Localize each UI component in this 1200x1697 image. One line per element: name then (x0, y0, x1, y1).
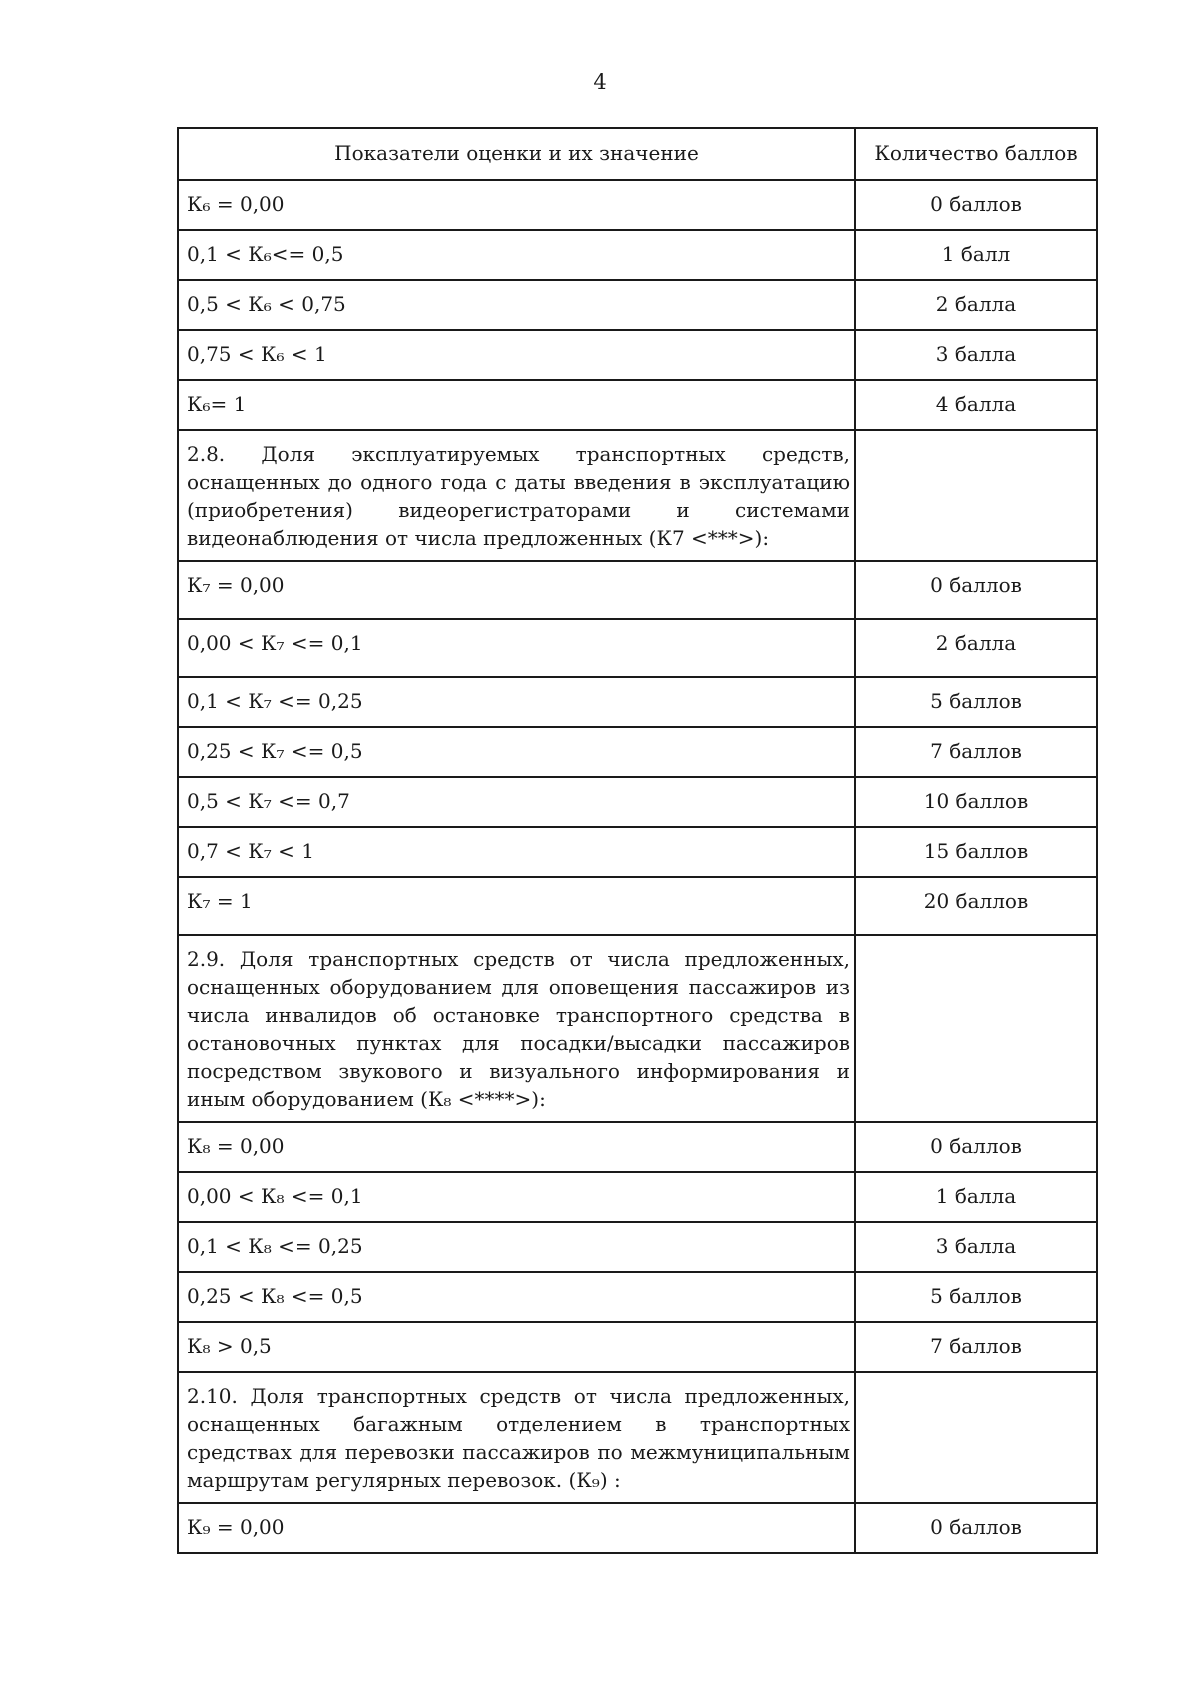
page-number: 4 (593, 70, 607, 94)
empty-points-cell (855, 935, 1097, 1122)
condition-cell: К₆ = 0,00 (178, 180, 855, 230)
condition-cell: 0,25 < К₈ <= 0,5 (178, 1272, 855, 1322)
points-cell: 2 балла (855, 619, 1097, 677)
condition-cell: К₇ = 1 (178, 877, 855, 935)
table-row (178, 1503, 1097, 1553)
condition-cell: 0,1 < К₇ <= 0,25 (178, 677, 855, 727)
points-column-header: Количество баллов (855, 128, 1097, 180)
condition-cell: 0,5 < К₇ <= 0,7 (178, 777, 855, 827)
points-cell: 0 баллов (855, 1122, 1097, 1172)
table-row (178, 1122, 1097, 1172)
scoring-table (177, 127, 1098, 1554)
table-row (178, 561, 1097, 619)
condition-cell: 0,25 < К₇ <= 0,5 (178, 727, 855, 777)
condition-cell: 0,1 < К₈ <= 0,25 (178, 1222, 855, 1272)
points-cell: 5 баллов (855, 677, 1097, 727)
table-row (178, 1222, 1097, 1272)
points-cell: 0 баллов (855, 1503, 1097, 1553)
section-description-2-10: 2.10. Доля транспортных средств от числа предложенных, оснащенных багажным отделением в транспортных средствах для перевозки пассажиров по межмуниципальным маршрутам регулярных перевозок. (К₉) : (178, 1372, 855, 1503)
points-cell: 4 балла (855, 380, 1097, 430)
condition-cell: К₉ = 0,00 (178, 1503, 855, 1553)
table-row (178, 280, 1097, 330)
table-header-row (178, 128, 1097, 180)
table-row (178, 1322, 1097, 1372)
condition-cell: К₇ = 0,00 (178, 561, 855, 619)
condition-cell: К₈ = 0,00 (178, 1122, 855, 1172)
points-cell: 2 балла (855, 280, 1097, 330)
table-row (178, 180, 1097, 230)
table-row (178, 1272, 1097, 1322)
empty-points-cell (855, 430, 1097, 561)
points-cell: 0 баллов (855, 561, 1097, 619)
section-row (178, 935, 1097, 1122)
section-description-2-9: 2.9. Доля транспортных средств от числа предложенных, оснащенных оборудованием для оповещения пассажиров из числа инвалидов об остановке транспортного средства в остановочных пунктах для посадки/высадки пассажиров посредством звукового и визуального информирования и иным оборудованием (К₈ <****>): (178, 935, 855, 1122)
points-cell: 7 баллов (855, 727, 1097, 777)
points-cell: 0 баллов (855, 180, 1097, 230)
points-cell: 1 балл (855, 230, 1097, 280)
points-cell: 1 балла (855, 1172, 1097, 1222)
section-row (178, 430, 1097, 561)
points-cell: 15 баллов (855, 827, 1097, 877)
table-row (178, 777, 1097, 827)
condition-cell: 0,1 < К₆<= 0,5 (178, 230, 855, 280)
section-description-2-8: 2.8. Доля эксплуатируемых транспортных средств, оснащенных до одного года с даты введения в эксплуатацию (приобретения) видеорегистраторами и системами видеонаблюдения от числа предложенных (К7 <***>): (178, 430, 855, 561)
table-row (178, 330, 1097, 380)
condition-cell: К₆= 1 (178, 380, 855, 430)
condition-cell: 0,5 < К₆ < 0,75 (178, 280, 855, 330)
table-row (178, 230, 1097, 280)
criteria-column-header: Показатели оценки и их значение (178, 128, 855, 180)
table-row (178, 877, 1097, 935)
points-cell: 5 баллов (855, 1272, 1097, 1322)
condition-cell: 0,75 < К₆ < 1 (178, 330, 855, 380)
table-row (178, 619, 1097, 677)
condition-cell: 0,00 < К₇ <= 0,1 (178, 619, 855, 677)
table-row (178, 1172, 1097, 1222)
condition-cell: 0,7 < К₇ < 1 (178, 827, 855, 877)
points-cell: 3 балла (855, 1222, 1097, 1272)
condition-cell: 0,00 < К₈ <= 0,1 (178, 1172, 855, 1222)
points-cell: 7 баллов (855, 1322, 1097, 1372)
condition-cell: К₈ > 0,5 (178, 1322, 855, 1372)
table-row (178, 827, 1097, 877)
points-cell: 10 баллов (855, 777, 1097, 827)
empty-points-cell (855, 1372, 1097, 1503)
table-row (178, 727, 1097, 777)
points-cell: 3 балла (855, 330, 1097, 380)
points-cell: 20 баллов (855, 877, 1097, 935)
table-row (178, 677, 1097, 727)
section-row (178, 1372, 1097, 1503)
table-row (178, 380, 1097, 430)
